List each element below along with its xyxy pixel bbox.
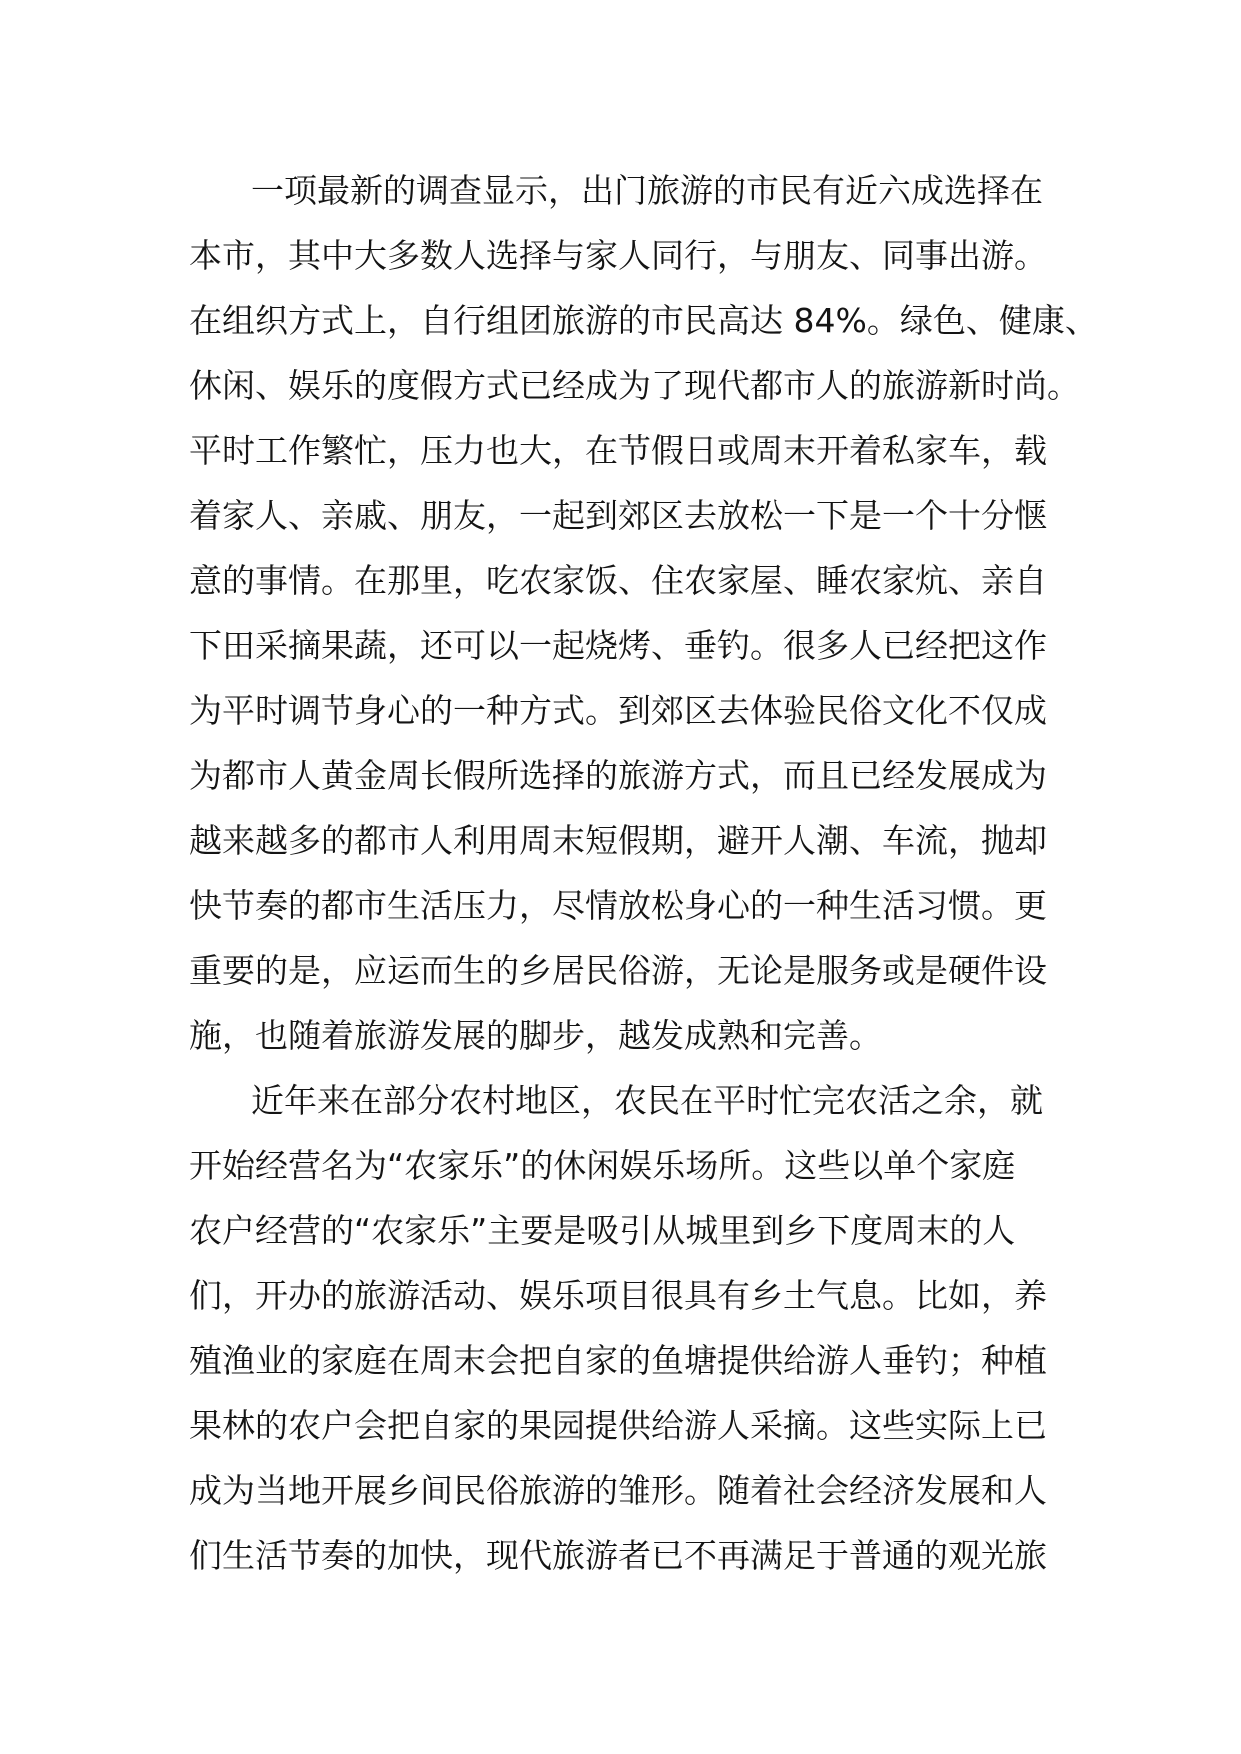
text-line: 下田采摘果蔬，还可以一起烧烤、垂钓。很多人已经把这作 bbox=[189, 626, 1047, 665]
text-line: 开始经营名为“农家乐”的休闲娱乐场所。这些以单个家庭 bbox=[189, 1146, 1016, 1185]
body-text bbox=[189, 158, 1098, 1588]
text-line: 越来越多的都市人利用周末短假期，避开人潮、车流，抛却 bbox=[189, 821, 1047, 860]
text-line: 休闲、娱乐的度假方式已经成为了现代都市人的旅游新时尚。 bbox=[189, 366, 1080, 405]
text-line: 果林的农户会把自家的果园提供给游人采摘。这些实际上已 bbox=[189, 1406, 1047, 1445]
text-line: 在组织方式上，自行组团旅游的市民高达 84%。绿色、健康、 bbox=[189, 301, 1098, 340]
text-line: 殖渔业的家庭在周末会把自家的鱼塘提供给游人垂钓；种植 bbox=[189, 1341, 1047, 1380]
paragraph-2 bbox=[189, 1068, 1059, 1588]
text-line: 施，也随着旅游发展的脚步，越发成熟和完善。 bbox=[189, 1016, 882, 1055]
text-line: 为都市人黄金周长假所选择的旅游方式，而且已经发展成为 bbox=[189, 756, 1047, 795]
text-line: 们生活节奏的加快，现代旅游者已不再满足于普通的观光旅 bbox=[189, 1536, 1047, 1575]
text-line: 重要的是，应运而生的乡居民俗游，无论是服务或是硬件设 bbox=[189, 951, 1047, 990]
text-line: 农户经营的“农家乐”主要是吸引从城里到乡下度周末的人 bbox=[189, 1211, 1016, 1250]
text-line: 着家人、亲戚、朋友，一起到郊区去放松一下是一个十分惬 bbox=[189, 496, 1047, 535]
paragraph-1 bbox=[189, 158, 1098, 1068]
text-line: 近年来在部分农村地区，农民在平时忙完农活之余，就 bbox=[251, 1081, 1043, 1120]
text-line: 意的事情。在那里，吃农家饭、住农家屋、睡农家炕、亲自 bbox=[189, 561, 1047, 600]
text-line: 本市，其中大多数人选择与家人同行，与朋友、同事出游。 bbox=[189, 236, 1047, 275]
text-line: 为平时调节身心的一种方式。到郊区去体验民俗文化不仅成 bbox=[189, 691, 1047, 730]
text-line: 平时工作繁忙，压力也大，在节假日或周末开着私家车，载 bbox=[189, 431, 1047, 470]
text-line: 成为当地开展乡间民俗旅游的雏形。随着社会经济发展和人 bbox=[189, 1471, 1047, 1510]
text-line: 们，开办的旅游活动、娱乐项目很具有乡土气息。比如，养 bbox=[189, 1276, 1047, 1315]
text-line: 一项最新的调查显示，出门旅游的市民有近六成选择在 bbox=[251, 171, 1043, 210]
text-line: 快节奏的都市生活压力，尽情放松身心的一种生活习惯。更 bbox=[189, 886, 1047, 925]
